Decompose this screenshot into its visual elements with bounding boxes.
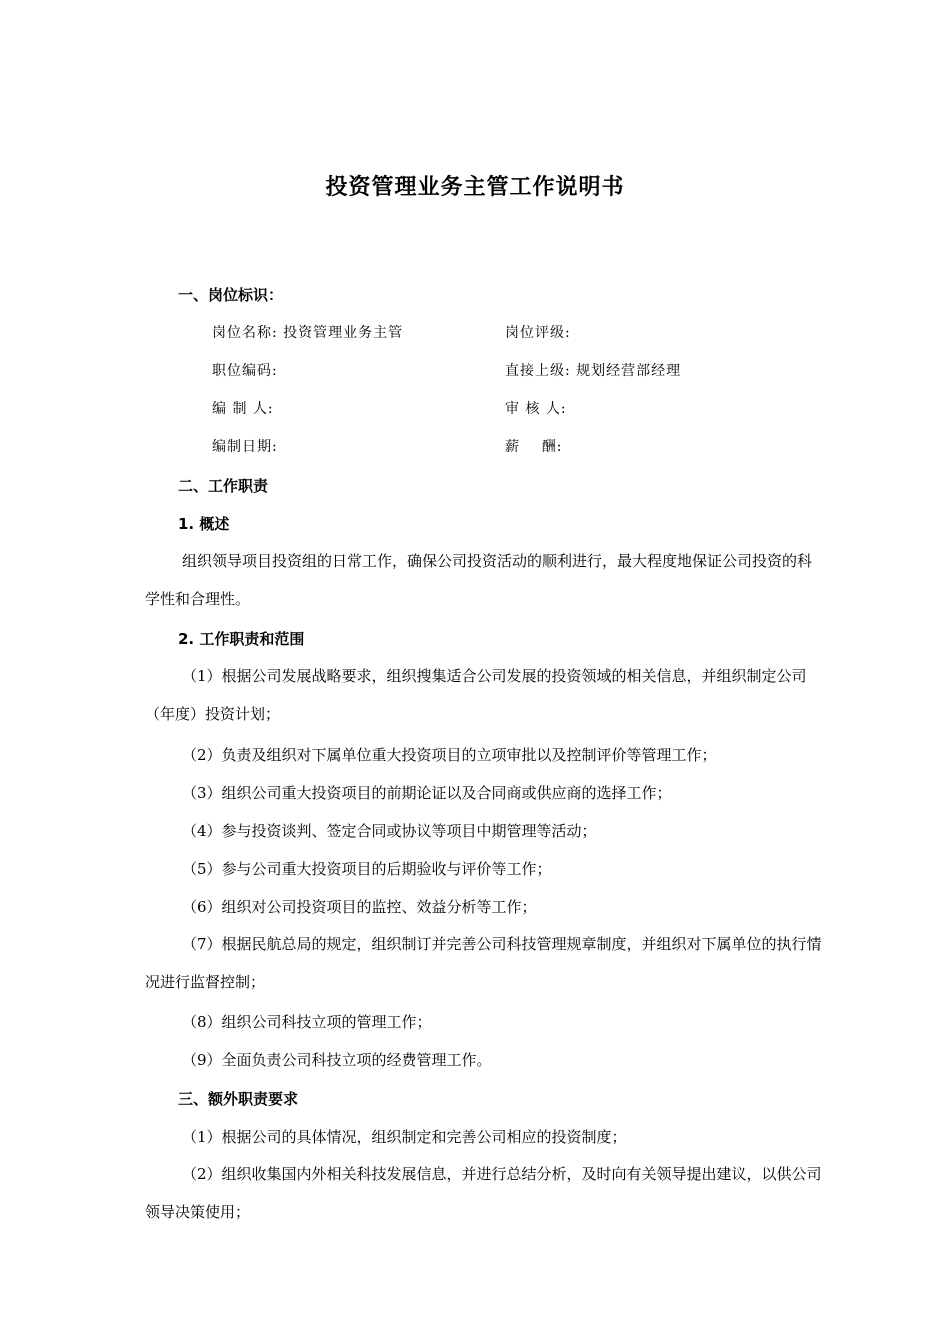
overview-paragraph: 组织领导项目投资组的日常工作，确保公司投资活动的顺利进行，最大程度地保证公司投资的科学性和合理性。 — [145, 552, 813, 608]
duty-item-9: （9）全面负责公司科技立项的经费管理工作。 — [182, 1051, 492, 1069]
subheading-overview: 1. 概述 — [178, 515, 230, 533]
subheading-scope: 2. 工作职责和范围 — [178, 630, 305, 648]
field-author: 编 制 人: — [212, 401, 274, 417]
section-heading-extra-duties: 三、额外职责要求 — [178, 1090, 299, 1108]
field-position-name: 岗位名称: 投资管理业务主管 — [212, 325, 404, 341]
duty-item-8: （8）组织公司科技立项的管理工作； — [182, 1013, 432, 1031]
field-position-grade: 岗位评级: — [505, 325, 571, 341]
duty-item-5: （5）参与公司重大投资项目的后期验收与评价等工作； — [182, 860, 552, 878]
field-salary: 薪 酬: — [505, 439, 563, 455]
section-heading-duties: 二、工作职责 — [178, 477, 269, 495]
field-direct-supervisor: 直接上级: 规划经营部经理 — [505, 363, 682, 379]
field-date: 编制日期: — [212, 439, 278, 455]
extra-item-2: （2）组织收集国内外相关科技发展信息，并进行总结分析，及时向有关领导提出建议，以供公司领导决策使用； — [145, 1165, 822, 1221]
duty-item-1: （1）根据公司发展战略要求，组织搜集适合公司发展的投资领域的相关信息，并组织制定公司（年度）投资计划； — [145, 667, 807, 723]
duty-item-2: （2）负责及组织对下属单位重大投资项目的立项审批以及控制评价等管理工作； — [182, 746, 717, 764]
page-title: 投资管理业务主管工作说明书 — [325, 175, 625, 200]
duty-item-6: （6）组织对公司投资项目的监控、效益分析等工作； — [182, 898, 537, 916]
field-position-code: 职位编码: — [212, 363, 278, 379]
extra-item-1: （1）根据公司的具体情况，组织制定和完善公司相应的投资制度； — [182, 1128, 627, 1146]
duty-item-7: （7）根据民航总局的规定，组织制订并完善公司科技管理规章制度，并组织对下属单位的执行情况进行监督控制； — [145, 935, 822, 991]
section-heading-position-id: 一、岗位标识： — [178, 286, 284, 304]
duty-item-3: （3）组织公司重大投资项目的前期论证以及合同商或供应商的选择工作； — [182, 784, 672, 802]
field-reviewer: 审 核 人: — [505, 401, 567, 417]
duty-item-4: （4）参与投资谈判、签定合同或协议等项目中期管理等活动； — [182, 822, 597, 840]
